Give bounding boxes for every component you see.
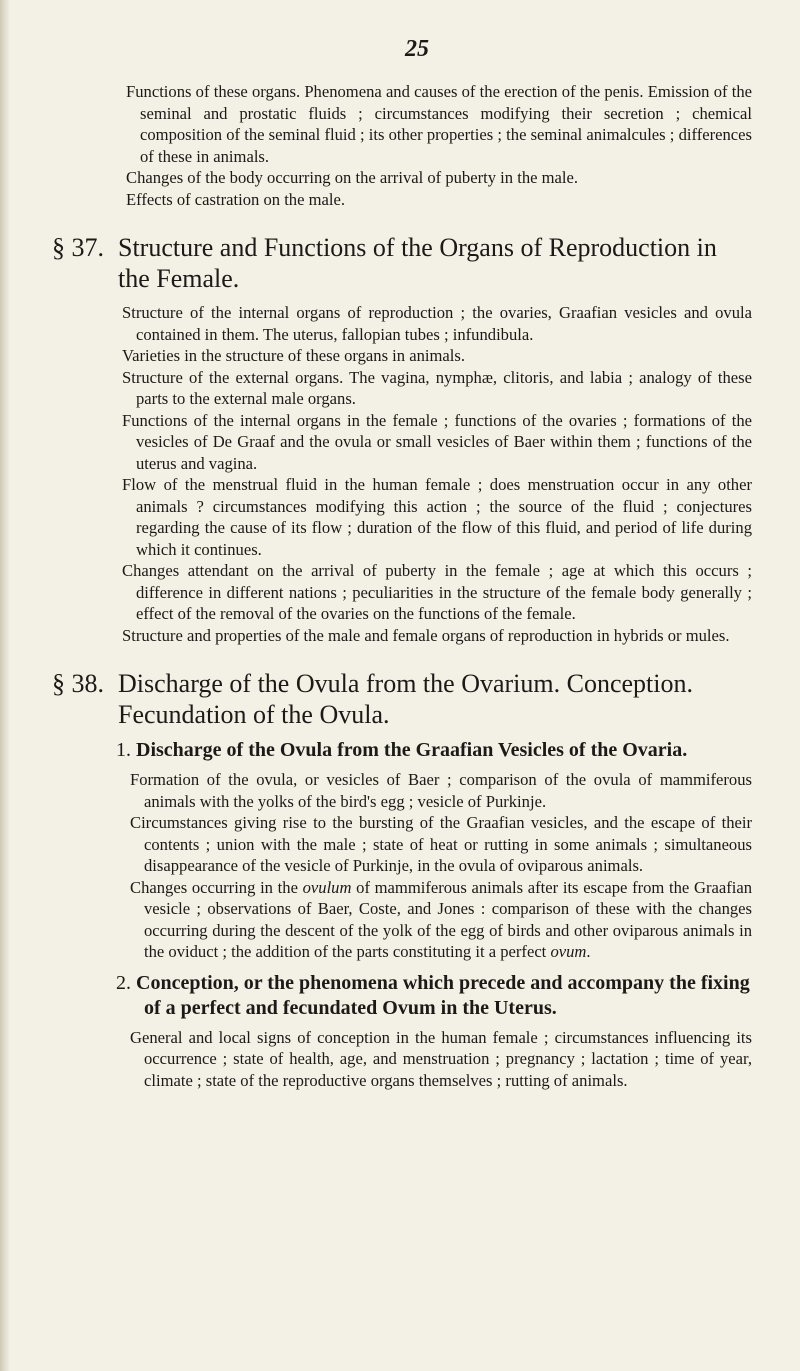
section-37-paragraph-5: Flow of the menstrual fluid in the human female ; does menstruation occur in any other animals ? circumstances modifying this action ; the source of the fluid ; conjectures regarding the cause of its flow ; duration of the flow of this fluid, and period of life during which it continues. — [122, 475, 752, 559]
subsection-2-number: 2. — [116, 971, 131, 994]
subsection-1-body — [52, 769, 752, 963]
subsection-1-title: Discharge of the Ovula from the Graafian Vesicles of the Ovaria. — [136, 739, 688, 761]
p3-text-a: Changes occurring in the — [130, 877, 303, 897]
section-37-paragraph-2: Varieties in the structure of these organs in animals. — [122, 346, 465, 365]
page-gutter-shadow — [0, 0, 10, 1371]
p3-text-c: . — [586, 942, 591, 961]
section-37-paragraph-6: Changes attendant on the arrival of puberty in the female ; age at which this occurs ; difference in different nations ; peculiarities in the structure of the female body generally ; effect of the removal of the ovaries on the functions of the female. — [122, 561, 752, 623]
subsection-2-title: Conception, or the phenomena which precede and accompany the fixing of a perfect and fecundated Ovum in the Uterus. — [136, 971, 750, 1019]
section-37-body — [52, 302, 752, 646]
subsection-2-paragraph-1: General and local signs of conception in the human female ; circumstances influencing its occurrence ; state of health, age, and menstruation ; pregnancy ; lactation ; time of year, climate ; state of the reproductive organs themselves ; rutting of animals. — [130, 1027, 752, 1090]
section-38-number: § 38. — [52, 669, 104, 698]
page-content — [52, 36, 752, 1091]
p3-term-ovulum: ovulum — [302, 877, 352, 897]
section-37-paragraph-7: Structure and properties of the male and female organs of reproduction in hybrids or mules. — [122, 625, 730, 645]
subsection-1-number: 1. — [116, 739, 131, 761]
page-number: 25 — [405, 36, 429, 62]
section-37-paragraph-1: Structure of the internal organs of reproduction ; the ovaries, Graafian vesicles and ovula contained in them. The uterus, fallopian tubes ; infundibula. — [122, 303, 752, 344]
subsection-2-heading — [52, 971, 752, 1021]
p3-term-ovum: ovum — [550, 942, 587, 961]
section-38-heading — [52, 668, 752, 730]
p3-text-b: of mammiferous animals after its escape from the Graafian vesicle ; observations of Baer, Coste, and Jones : comparison of these with the changes occurring during the descent of the yolk of the egg of birds and other oviparous animals in the oviduct ; the addition of the parts constituting it a perfect — [144, 877, 752, 961]
section-37-title: Structure and Functions of the Organs of Reproduction in the Female. — [118, 233, 717, 293]
section-37-paragraph-3: Structure of the external organs. The vagina, nymphæ, clitoris, and labia ; analogy of these parts to the external male organs. — [122, 367, 752, 408]
intro-block — [52, 81, 752, 210]
subsection-1-paragraph-3 — [52, 877, 752, 963]
section-38-title: Discharge of the Ovula from the Ovarium. Conception. Fecundation of the Ovula. — [118, 669, 693, 729]
section-37-paragraph-4: Functions of the internal organs in the female ; functions of the ovaries ; formations of the vesicles of De Graaf and the ovula or small vesicles of Baer within them ; functions of the uterus and vagina. — [122, 410, 752, 473]
section-37-heading — [52, 232, 752, 294]
intro-paragraph-3: Effects of castration on the male. — [126, 189, 346, 209]
subsection-1-paragraph-2: Circumstances giving rise to the bursting of the Graafian vesicles, and the escape of their contents ; union with the male ; state of heat or rutting in some animals ; simultaneous disappearance of the vesicle of Purkinje, in the ovula of oviparous animals. — [130, 813, 752, 875]
intro-paragraph-2: Changes of the body occurring on the arrival of puberty in the male. — [126, 168, 579, 187]
section-37-number: § 37. — [52, 233, 104, 262]
subsection-2-body — [52, 1027, 752, 1092]
intro-paragraph-1: Functions of these organs. Phenomena and causes of the erection of the penis. Emission of the seminal and prostatic fluids ; circumstances modifying their secretion ; chemical composition of the seminal fluid ; its other properties ; the seminal animalcules ; differences of these in animals. — [126, 82, 752, 166]
subsection-1-heading — [52, 738, 752, 763]
subsection-1-paragraph-1: Formation of the ovula, or vesicles of Baer ; comparison of the ovula of mammiferous animals with the yolks of the bird's egg ; vesicle of Purkinje. — [130, 770, 752, 811]
